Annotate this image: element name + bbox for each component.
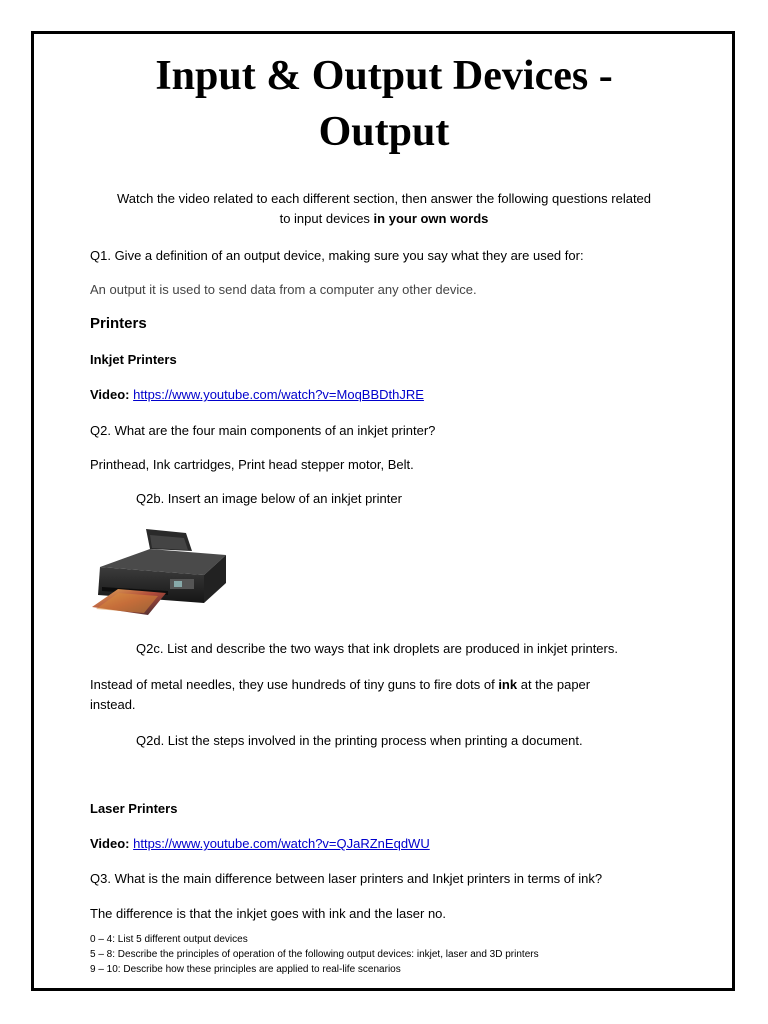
- q2d-question: Q2d. List the steps involved in the printing process when printing a document.: [136, 733, 583, 748]
- intro-emphasis: in your own words: [373, 211, 489, 226]
- q2c-answer-part-1: Instead of metal needles, they use hundreds of tiny guns to fire dots of: [90, 677, 499, 692]
- inkjet-printer-image: [88, 525, 230, 617]
- q2-question: Q2. What are the four main components of an inkjet printer?: [90, 423, 436, 438]
- criteria-item: 5 – 8: Describe the principles of operation of the following output devices: inkjet, laser and 3D printers: [90, 949, 539, 960]
- q2b-question: Q2b. Insert an image below of an inkjet printer: [136, 491, 402, 506]
- q2c-question: Q2c. List and describe the two ways that ink droplets are produced in inkjet printers.: [136, 641, 618, 656]
- video-label: Video:: [90, 836, 134, 851]
- q2c-answer-line-1: [90, 675, 590, 695]
- page-title: [40, 48, 728, 160]
- q2c-answer-emphasis: ink: [498, 677, 518, 692]
- criteria-item: 9 – 10: Describe how these principles are applied to real-life scenarios: [90, 964, 401, 975]
- inkjet-video-line: [90, 385, 424, 405]
- q1-answer: An output it is used to send data from a computer any other device.: [90, 282, 477, 297]
- q2c-answer-line-2: instead.: [90, 697, 136, 712]
- q2c-answer-part-2: at the paper: [517, 677, 591, 692]
- title-line-1: Input & Output Devices -: [155, 53, 613, 99]
- criteria-item: 0 – 4: List 5 different output devices: [90, 934, 248, 945]
- laser-heading: Laser Printers: [90, 801, 178, 816]
- inkjet-heading: Inkjet Printers: [90, 352, 177, 367]
- q1-question: Q1. Give a definition of an output device, making sure you say what they are used for:: [90, 248, 584, 263]
- title-line-2: Output: [318, 109, 450, 155]
- intro-line-1: Watch the video related to each different section, then answer the following questions related: [116, 191, 652, 206]
- q3-answer: The difference is that the inkjet goes with ink and the laser no.: [90, 906, 447, 921]
- q2-answer: Printhead, Ink cartridges, Print head stepper motor, Belt.: [90, 457, 414, 472]
- video-label: Video:: [90, 387, 134, 402]
- laser-video-link[interactable]: https://www.youtube.com/watch?v=QJaRZnEqdWU: [133, 836, 430, 851]
- q3-question: Q3. What is the main difference between laser printers and Inkjet printers in terms of ink?: [90, 871, 603, 886]
- inkjet-video-link[interactable]: https://www.youtube.com/watch?v=MoqBBDthJRE: [133, 387, 424, 402]
- intro-line-2: to input devices: [279, 211, 374, 226]
- intro-text: [60, 189, 708, 229]
- laser-video-line: [90, 834, 430, 854]
- printers-heading: Printers: [90, 315, 147, 332]
